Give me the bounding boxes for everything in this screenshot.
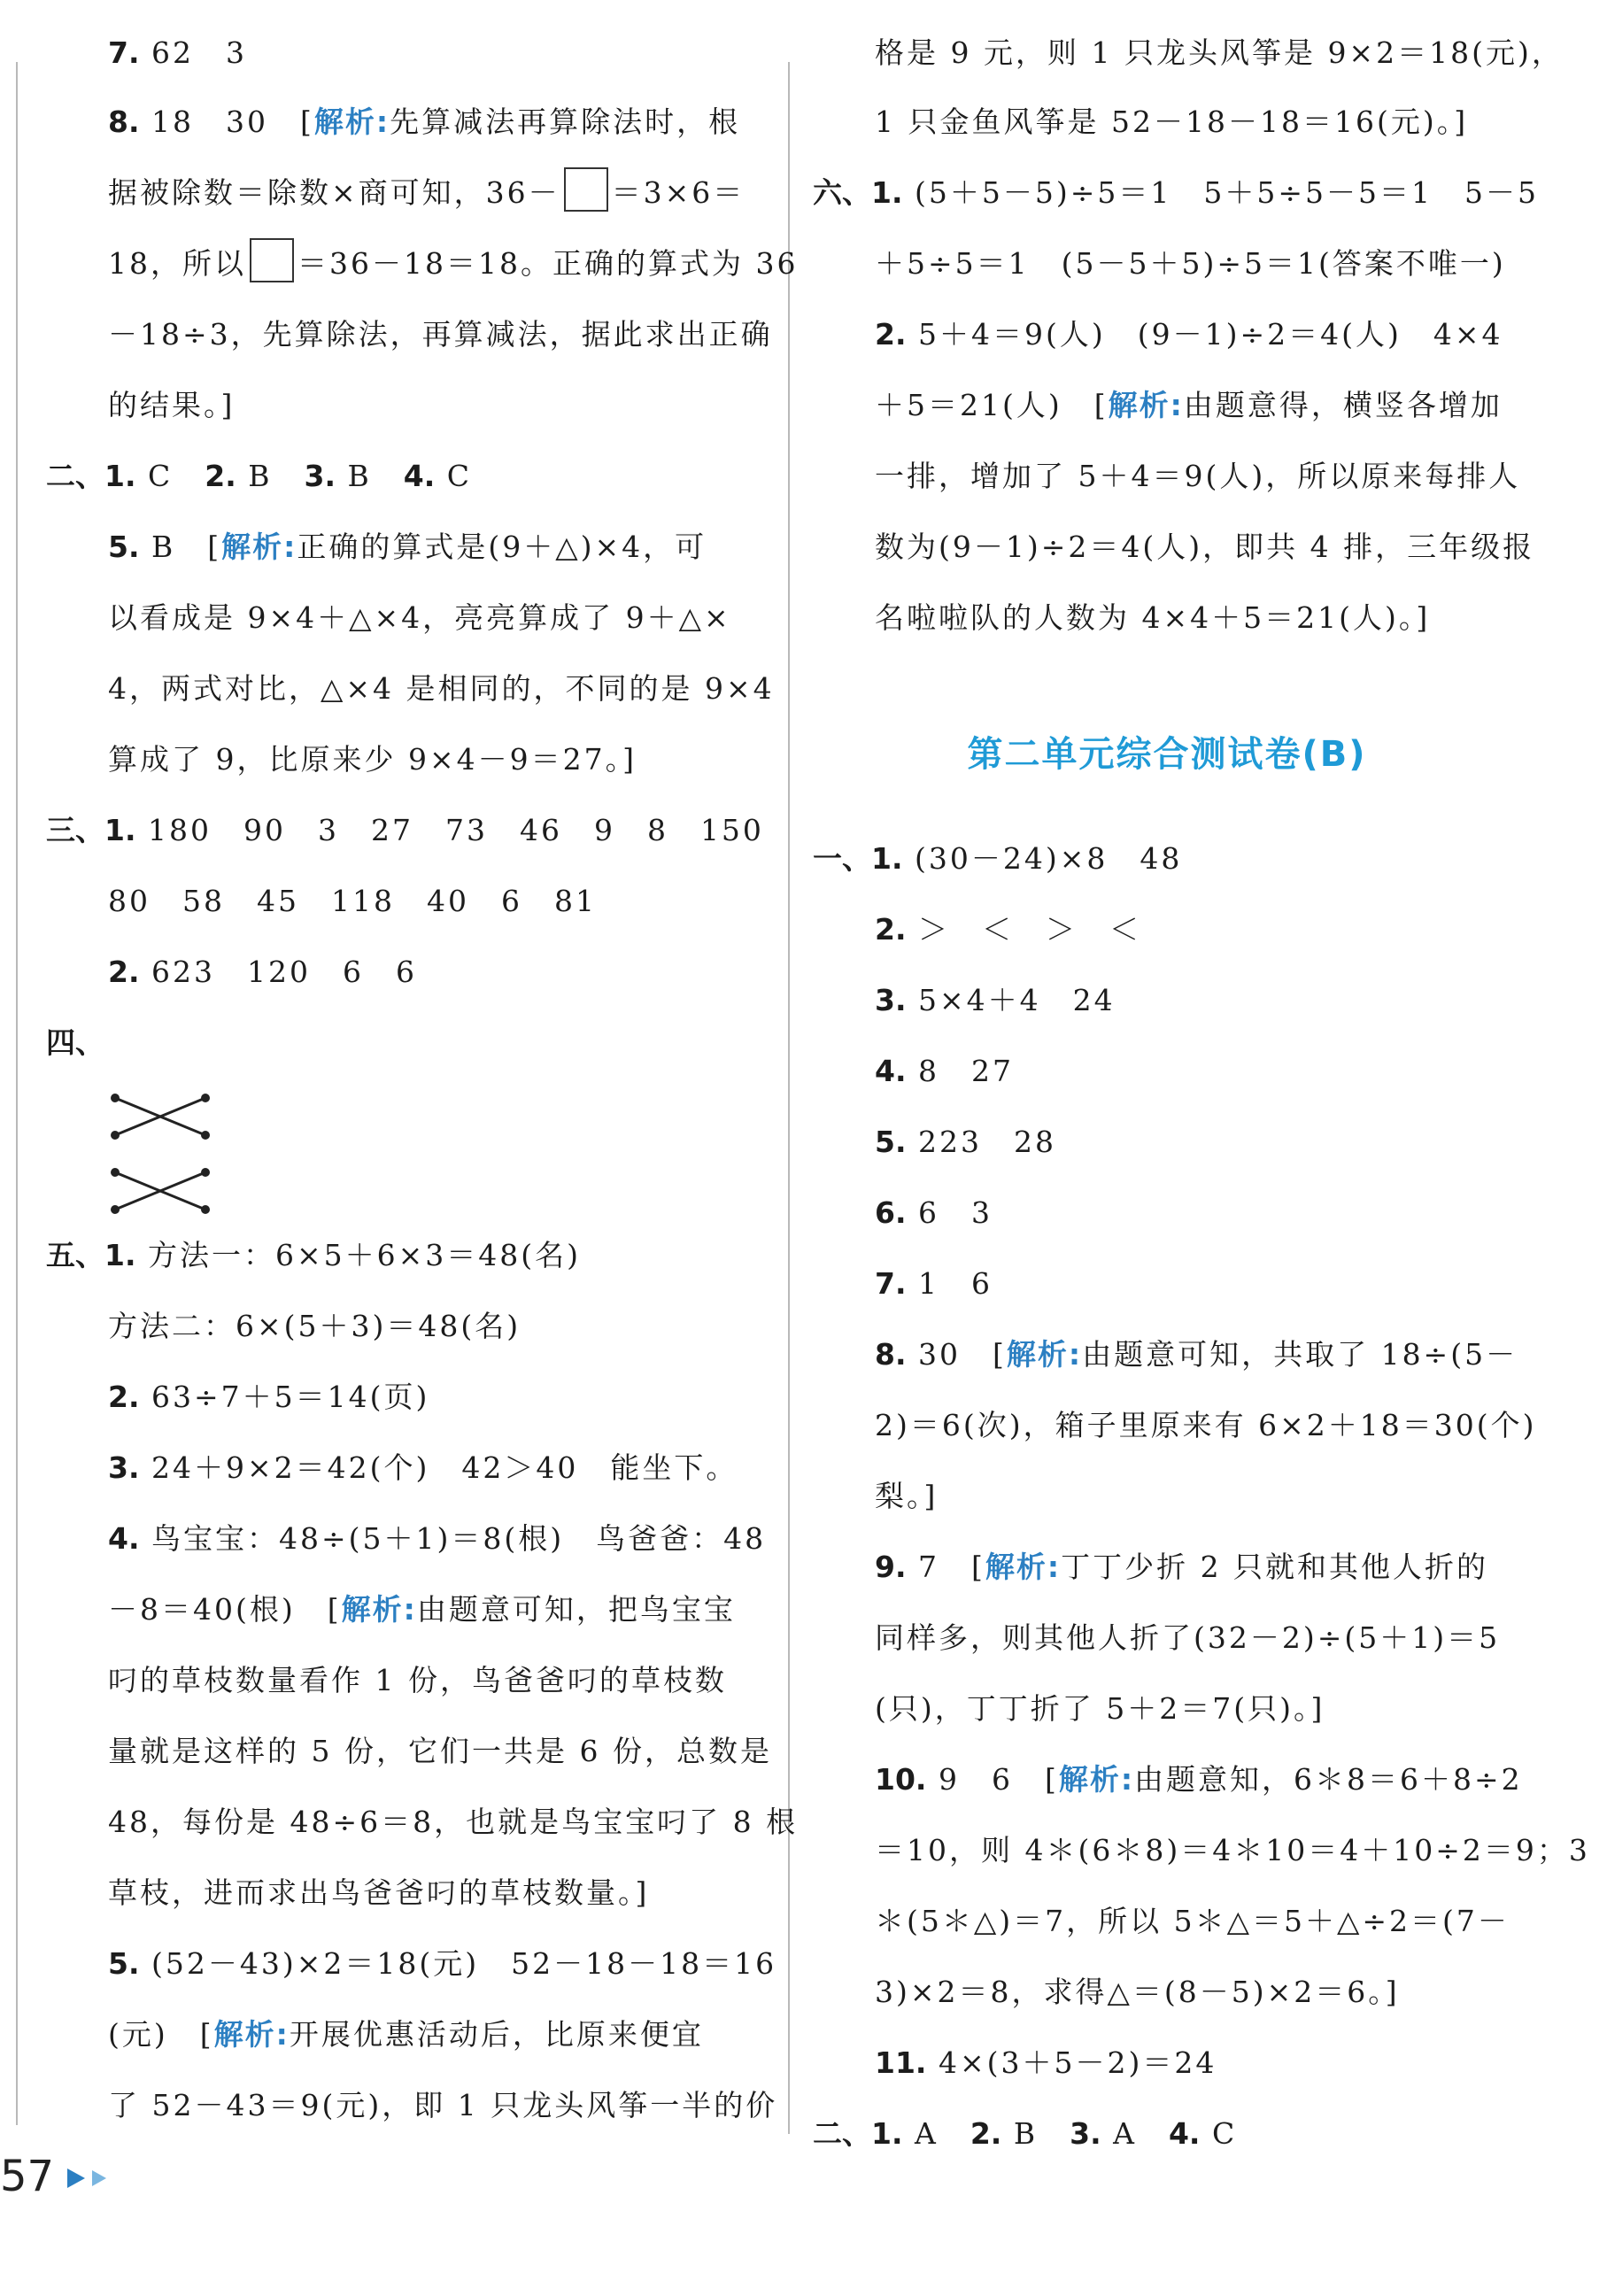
answer-line: 量就是这样的 5 份，它们一共是 6 份，总数是: [108, 1734, 772, 1768]
analysis-label: 解析:: [1108, 388, 1184, 422]
answer-line: 3)×2＝8，求得△＝(8－5)×2＝6。]: [875, 1975, 1400, 2009]
matching-lines-diagram: [62, 1080, 221, 1257]
section-er-right: 二、1. A 2. B 3. A 4. C: [813, 2116, 1238, 2151]
answer-line: 1 只金鱼风筝是 52－18－18＝16(元)。]: [875, 104, 1469, 139]
analysis-label: 解析:: [313, 104, 390, 139]
answer-line: ＊(5＊△)＝7，所以 5＊△＝5＋△÷2＝(7－: [875, 1904, 1510, 1938]
answer-line: 5. 223 28: [875, 1125, 1056, 1159]
match-dot: [111, 1131, 120, 1140]
answer-line: 5. B [解析:正确的算式是(9＋△)×4，可: [108, 530, 707, 564]
section-title: 第二单元综合测试卷(B): [967, 734, 1367, 775]
match-dot: [201, 1094, 210, 1102]
answer-line: 一排，增加了 5＋4＝9(人)，所以原来每排人: [875, 459, 1521, 493]
answer-line: (只)，丁丁折了 5＋2＝7(只)。]: [875, 1691, 1325, 1726]
answer-line: 2)＝6(次)，箱子里原来有 6×2＋18＝30(个): [875, 1408, 1537, 1442]
answer-line: 3. 5×4＋4 24: [875, 983, 1116, 1017]
answer-line: 5. (52－43)×2＝18(元) 52－18－18＝16: [108, 1946, 777, 1981]
section-liu: 六、1. (5＋5－5)÷5＝1 5＋5÷5－5＝1 5－5: [813, 175, 1539, 210]
section-si: 四、: [46, 1025, 104, 1060]
section-san: 三、1. 180 90 3 27 73 46 9 8 150: [46, 813, 764, 847]
answer-line: 3. 24＋9×2＝42(个) 42＞40 能坐下。: [108, 1450, 738, 1485]
answer-line: 11. 4×(3＋5－2)＝24: [875, 2045, 1217, 2080]
match-dot: [111, 1094, 120, 1102]
analysis-label: 解析:: [1058, 1762, 1135, 1797]
answer-line: 同样多，则其他人折了(32－2)÷(5＋1)＝5: [875, 1620, 1501, 1655]
section-wu: 五、1. 方法一：6×5＋6×3＝48(名): [46, 1238, 582, 1272]
answer-line: 梨。]: [875, 1479, 939, 1513]
analysis-label: 解析:: [1006, 1337, 1083, 1372]
answer-line: 名啦啦队的人数为 4×4＋5＝21(人)。]: [875, 600, 1431, 635]
answer-line: 8. 30 [解析:由题意可知，共取了 18÷(5－: [875, 1337, 1518, 1372]
answer-line: 算成了 9，比原来少 9×4－9＝27。]: [108, 742, 637, 777]
answer-line: 方法二：6×(5＋3)＝48(名): [108, 1309, 522, 1343]
match-dot: [111, 1205, 120, 1214]
answer-line: 10. 9 6 [解析:由题意知，6＊8＝6＋8÷2: [875, 1762, 1523, 1797]
blank-box: [564, 167, 608, 212]
answer-line: 8. 18 30 [解析:先算减法再算除法时，根: [108, 104, 741, 139]
answer-line: －18÷3，先算除法，再算减法，据此求出正确: [108, 317, 773, 352]
answer-line: 18，所以 ＝36－18＝18。正确的算式为 36: [108, 237, 798, 290]
analysis-label: 解析:: [213, 2017, 290, 2052]
match-dot: [201, 1168, 210, 1177]
answer-line: (元) [解析:开展优惠活动后，比原来便宜: [108, 2017, 704, 2052]
answer-line: －8＝40(根) [解析:由题意可知，把鸟宝宝: [108, 1592, 736, 1627]
section-yi: 一、1. (30－24)×8 48: [813, 841, 1183, 876]
answer-line: ＋5÷5＝1 (5－5＋5)÷5＝1(答案不唯一): [875, 246, 1506, 281]
match-dot: [111, 1168, 120, 1177]
answer-line: 草枝，进而求出鸟爸爸叼的草枝数量。]: [108, 1875, 650, 1910]
answer-line: 48，每份是 48÷6＝8，也就是鸟宝宝叼了 8 根: [108, 1805, 799, 1839]
answer-line: 叼的草枝数量看作 1 份，鸟爸爸叼的草枝数: [108, 1663, 727, 1697]
answer-line: 据被除数＝除数×商可知，36－ ＝3×6＝: [108, 166, 745, 220]
answer-line: 7. 1 6: [875, 1266, 993, 1301]
section-er: 二、1. C 2. B 3. B 4. C: [46, 459, 473, 493]
answer-line: 2. ＞ ＜ ＞ ＜: [875, 912, 1141, 947]
answer-line: 4，两式对比，△×4 是相同的，不同的是 9×4: [108, 671, 775, 706]
answer-line: 80 58 45 118 40 6 81: [108, 884, 597, 918]
answer-line: 格是 9 元，则 1 只龙头风筝是 9×2＝18(元)，: [875, 35, 1564, 70]
left-margin-rule: [16, 62, 18, 2125]
answer-line: 的结果。]: [108, 388, 236, 422]
blank-box: [250, 238, 294, 282]
answer-line: 2. 623 120 6 6: [108, 955, 417, 989]
answer-line: ＋5＝21(人) [解析:由题意得，横竖各增加: [875, 388, 1503, 422]
analysis-label: 解析:: [221, 530, 297, 564]
analysis-label: 解析:: [985, 1550, 1062, 1584]
answer-line: ＝10，则 4＊(6＊8)＝4＊10＝4＋10÷2＝9；3: [875, 1833, 1590, 1867]
match-dot: [201, 1205, 210, 1214]
answer-line: 7. 62 3: [108, 35, 247, 70]
next-arrows-icon: [67, 2165, 120, 2192]
answer-line: 数为(9－1)÷2＝4(人)，即共 4 排，三年级报: [875, 530, 1535, 564]
answer-line: 6. 6 3: [875, 1195, 993, 1230]
answer-line: 9. 7 [解析:丁丁少折 2 只就和其他人折的: [875, 1550, 1489, 1584]
answer-line: 了 52－43＝9(元)，即 1 只龙头风筝一半的价: [108, 2088, 778, 2122]
page-number: 57: [0, 2152, 55, 2201]
match-dot: [201, 1131, 210, 1140]
answer-line: 以看成是 9×4＋△×4，亮亮算成了 9＋△×: [108, 600, 731, 635]
answer-line: 4. 8 27: [875, 1054, 1014, 1088]
analysis-label: 解析:: [341, 1592, 417, 1627]
answer-line: 2. 63÷7＋5＝14(页): [108, 1380, 430, 1414]
answer-line: 4. 鸟宝宝：48÷(5＋1)＝8(根) 鸟爸爸：48: [108, 1521, 767, 1556]
answer-line: 2. 5＋4＝9(人) (9－1)÷2＝4(人) 4×4: [875, 317, 1503, 352]
